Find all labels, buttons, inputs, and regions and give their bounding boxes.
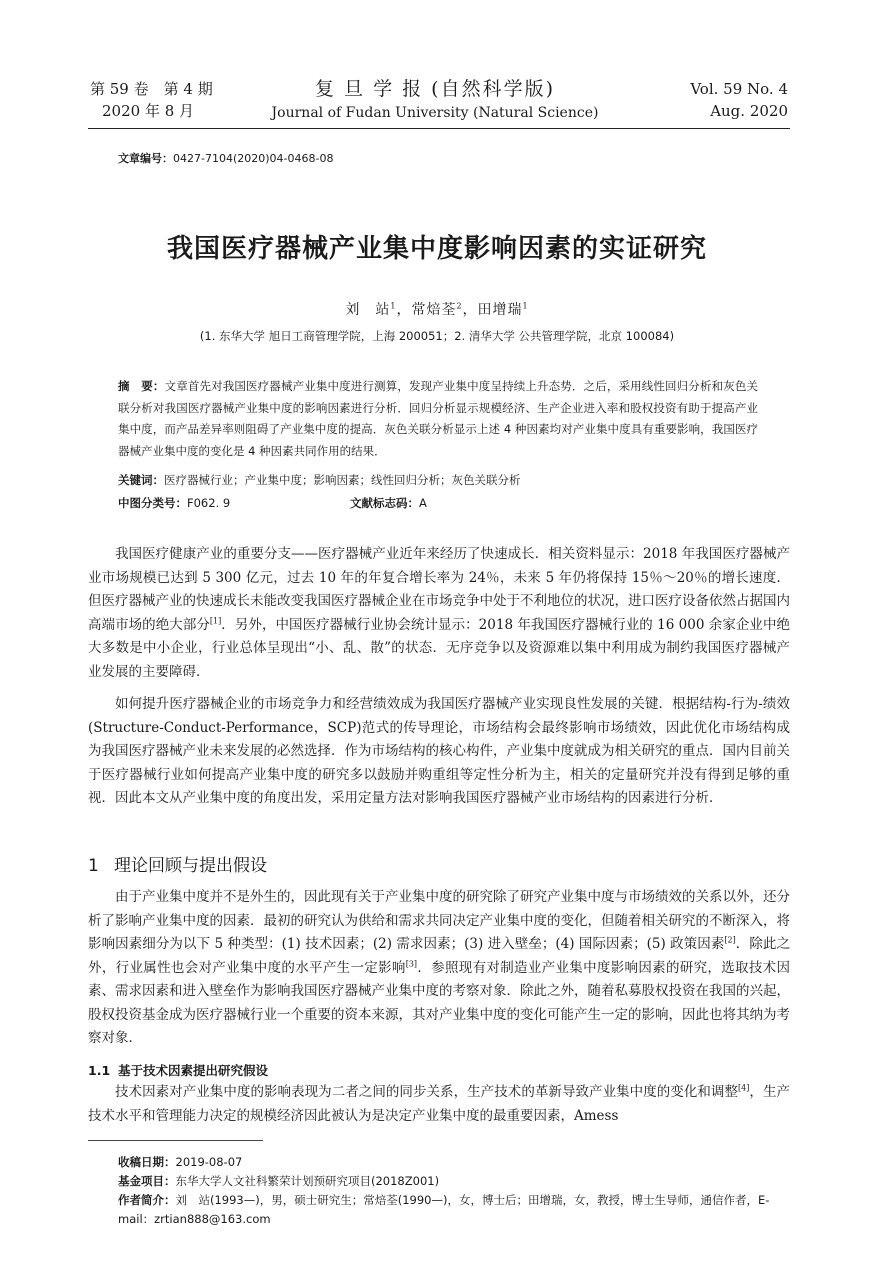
section1-paragraph-1 xyxy=(88,886,790,1051)
author-line xyxy=(60,299,814,319)
section-heading-1 xyxy=(88,851,267,876)
document-code xyxy=(350,493,427,514)
footnote-rule xyxy=(88,1140,263,1141)
citation-4: [4] xyxy=(738,1083,750,1093)
citation-3: [3] xyxy=(405,959,418,968)
running-header-right xyxy=(690,78,788,122)
s1-p1-text-a: 由于产业集中度并不是外生的，因此现有关于产业集中度的研究除了研究产业集中度与市场绩效的关系以外，还分析了影响产业集中度的因素．最初的研究认为供给和需求共同决定产业集中度的变化，但随着相关研究的不断深入，将影响因素细分为以下 5 种类型：(1) 技术因素；(2) 需求因素；(3) 进入壁垒；(4) 国际因素；(5) 政策因素 xyxy=(88,889,790,952)
affiliations: (1. 东华大学 旭日工商管理学院，上海 200051；2. 清华大学 公共管理学院，北京 100084) xyxy=(199,329,675,343)
intro-p2-text: 如何提升医疗器械企业的市场竞争力和经营绩效成为我国医疗器械产业实现良性发展的关键．根据结构-行为-绩效(Structure-Conduct-Performance，SCP)范式的传导理论，市场结构会最终影响市场绩效，因此优化市场结构成为我国医疗器械产业未来发展的必然选择．作为市场结构的核心构件，产业集中度就成为相关研究的重点．国内目前关于医疗器械行业如何提高产业集中度的研究多以鼓励并购重组等定性分析为主，相关的定量研究并没有得到足够的重视．因此本文从产业集中度的角度出发，采用定量方法对影响我国医疗器械产业市场结构的因素进行分析． xyxy=(88,696,790,806)
intro-p1-text-a: 我国医疗健康产业的重要分支——医疗器械产业近年来经历了快速成长．相关资料显示：2018 年我国医疗器械产业市场规模已达到 5 300 亿元，过去 10 年的年复合增长率为 24％，未来 5 年仍将保持 15％～20％的增长速度．但医疗器械产业的快速成长未能改变我国医疗器械企业在市场竞争中处于不利地位的状况，进口医疗设备依然占据国内高端市场的绝大部分 xyxy=(88,546,790,633)
document-code-label: 文献标志码： xyxy=(350,496,419,510)
subsection-paragraph-1 xyxy=(88,1081,790,1128)
intro-paragraph-1 xyxy=(88,543,790,684)
subsection-heading-1-1 xyxy=(88,1061,268,1079)
subsection-number: 1.1 xyxy=(88,1063,111,1078)
author-1-affil: 1 xyxy=(390,301,397,311)
s1-p1-text-c: ．参照现有对制造业产业集中度影响因素的研究，选取技术因素、需求因素和进入壁垒作为影响我国医疗器械产业集中度的考察对象．除此之外，随着私募股权投资在我国的兴起，股权投资基金成为医疗器械行业一个重要的资本来源，其对产业集中度的变化可能产生一定的影响，因此也将其纳为考察对象． xyxy=(88,959,791,1046)
date-en: Aug. 2020 xyxy=(710,102,788,120)
journal-title-en: Journal of Fudan University (Natural Science) xyxy=(271,105,599,121)
volume-en: Vol. 59 No. 4 xyxy=(690,80,788,98)
citation-1: [1] xyxy=(209,616,222,625)
section-title: 理论回顾与提出假设 xyxy=(114,856,267,876)
fund-label: 基金项目： xyxy=(118,1174,176,1188)
received-date: 2019-08-07 xyxy=(175,1155,243,1169)
s11-p1-text-a: 技术因素对产业集中度的影响表现为二者之间的同步关系，生产技术的革新导致产业集中度的变化和调整 xyxy=(115,1084,739,1100)
document-code-value: A xyxy=(419,496,427,510)
article-number xyxy=(118,150,333,166)
keywords-label: 关键词： xyxy=(118,473,164,487)
keywords xyxy=(118,470,758,491)
author-2: ，常焙荃 xyxy=(396,302,457,318)
classification-label: 中图分类号： xyxy=(118,496,187,510)
article-number-value: 0427-7104(2020)04-0468-08 xyxy=(173,152,334,165)
author-3-affil: 1 xyxy=(522,301,529,311)
intro-paragraph-2 xyxy=(88,693,790,811)
s1-p1-text-b: ．除此之外，行业属性也会对产业集中度的水平产生一定影响 xyxy=(88,936,790,976)
fund-text: 东华大学人文社科繁荣计划预研究项目(2018Z001) xyxy=(175,1174,440,1188)
author-3: ，田增瑞 xyxy=(462,302,523,318)
citation-2: [2] xyxy=(724,935,736,945)
date-cn: 2020 年 8 月 xyxy=(102,102,195,120)
abstract-label: 摘 要： xyxy=(118,379,165,393)
paper-title: 我国医疗器械产业集中度影响因素的实证研究 xyxy=(166,234,707,264)
author-bio-text: 刘 站(1993—)，男，硕士研究生；常焙荃(1990—)，女，博士后；田增瑞，女，教授，博士生导师，通信作者，E-mail：zrtian888@163.com xyxy=(118,1193,770,1226)
received-label: 收稿日期： xyxy=(118,1155,176,1169)
author-2-affil: 2 xyxy=(456,301,463,311)
footnote-fund xyxy=(118,1172,790,1191)
classification-number xyxy=(118,493,230,514)
s11-p1-text-b: ，生产技术水平和管理能力决定的规模经济因此被认为是决定产业集中度的最重要因素，Amess xyxy=(88,1084,791,1124)
journal-title-cn: 复 旦 学 报 (自然科学版) xyxy=(315,78,555,100)
running-header-left xyxy=(90,78,213,122)
footnote-received xyxy=(118,1153,790,1172)
author-1: 刘 站 xyxy=(345,302,391,318)
footnote-author-bio xyxy=(118,1191,790,1229)
keywords-text: 医疗器械行业；产业集中度；影响因素；线性回归分析；灰色关联分析 xyxy=(164,473,521,487)
abstract-text: 文章首先对我国医疗器械产业集中度进行测算，发现产业集中度呈持续上升态势．之后，采用线性回归分析和灰色关联分析对我国医疗器械产业集中度的影响因素进行分析．回归分析显示规模经济、生产企业进入率和股权投资有助于提高产业集中度，而产品差异率则阻碍了产业集中度的提高．灰色关联分析显示上述 4 种因素均对产业集中度具有重要影响，我国医疗器械产业集中度的变化是 4 种因素共同作用的结果． xyxy=(118,379,759,458)
intro-p1-text-b: ．另外，中国医疗器械行业协会统计显示：2018 年我国医疗器械行业的 16 000 余家企业中绝大多数是中小企业，行业总体呈现出“小、乱、散”的状态．无序竞争以及资源难以集中利用成为制约我国医疗器械产业发展的主要障碍． xyxy=(88,616,791,680)
volume-issue: 第 59 卷 第 4 期 xyxy=(90,80,213,98)
subsection-title: 基于技术因素提出研究假设 xyxy=(118,1063,269,1078)
article-number-label: 文章编号： xyxy=(118,152,173,165)
section-number: 1 xyxy=(88,856,99,876)
header-rule xyxy=(88,128,790,129)
author-bio-label: 作者简介： xyxy=(118,1193,176,1207)
abstract xyxy=(118,376,758,462)
classification-value: F062. 9 xyxy=(187,496,231,510)
running-header-center xyxy=(265,76,605,124)
